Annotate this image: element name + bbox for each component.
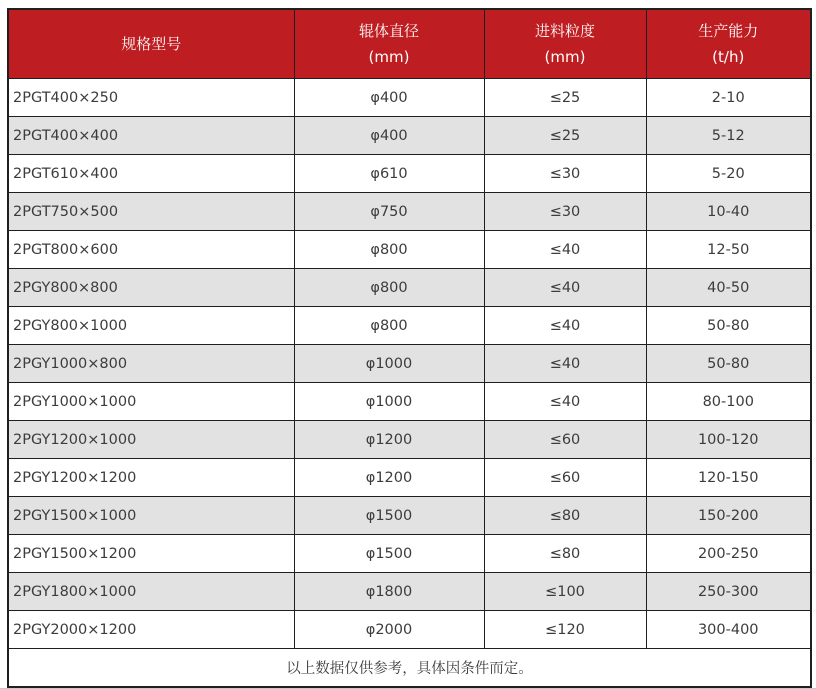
footnote-text: 以上数据仅供参考，具体因条件而定。	[8, 649, 811, 688]
table-row	[8, 383, 811, 421]
value-cell: 200-250	[646, 535, 811, 573]
table-row	[8, 155, 811, 193]
model-cell: 2PGY2000×1200	[8, 611, 294, 649]
model-cell: 2PGY1200×1200	[8, 459, 294, 497]
model-cell: 2PGY800×1000	[8, 307, 294, 345]
value-cell: ≤25	[484, 79, 646, 117]
value-cell: 2-10	[646, 79, 811, 117]
table-row	[8, 345, 811, 383]
value-cell: 80-100	[646, 383, 811, 421]
header-cell-feed-size	[484, 9, 646, 79]
spec-table-body	[8, 79, 811, 649]
table-row	[8, 611, 811, 649]
table-row	[8, 79, 811, 117]
value-cell: 10-40	[646, 193, 811, 231]
value-cell: φ2000	[294, 611, 484, 649]
model-cell: 2PGT610×400	[8, 155, 294, 193]
value-cell: φ1800	[294, 573, 484, 611]
value-cell: 150-200	[646, 497, 811, 535]
value-cell: φ610	[294, 155, 484, 193]
value-cell: 120-150	[646, 459, 811, 497]
spec-table-footer	[8, 649, 811, 688]
table-row	[8, 573, 811, 611]
table-row	[8, 421, 811, 459]
value-cell: ≤100	[484, 573, 646, 611]
value-cell: 100-120	[646, 421, 811, 459]
value-cell: φ1500	[294, 497, 484, 535]
header-cell-roller-diameter	[294, 9, 484, 79]
header-unit: (mm)	[544, 48, 586, 66]
header-title: 规格型号	[121, 35, 182, 53]
value-cell: φ800	[294, 269, 484, 307]
model-cell: 2PGT750×500	[8, 193, 294, 231]
value-cell: φ400	[294, 79, 484, 117]
model-cell: 2PGY1800×1000	[8, 573, 294, 611]
header-row	[8, 9, 811, 79]
table-row	[8, 231, 811, 269]
header-title: 辊体直径	[358, 22, 419, 40]
table-row	[8, 269, 811, 307]
table-row	[8, 307, 811, 345]
value-cell: φ1500	[294, 535, 484, 573]
value-cell: ≤30	[484, 193, 646, 231]
spec-table-header	[8, 9, 811, 79]
header-title: 生产能力	[698, 22, 759, 40]
value-cell: φ1000	[294, 345, 484, 383]
value-cell: ≤30	[484, 155, 646, 193]
model-cell: 2PGY1000×1000	[8, 383, 294, 421]
value-cell: ≤40	[484, 269, 646, 307]
model-cell: 2PGT800×600	[8, 231, 294, 269]
footnote-row	[8, 649, 811, 688]
value-cell: 50-80	[646, 345, 811, 383]
table-row	[8, 459, 811, 497]
model-cell: 2PGY1200×1000	[8, 421, 294, 459]
spec-table	[7, 8, 812, 688]
header-title: 进料粒度	[534, 22, 595, 40]
value-cell: 40-50	[646, 269, 811, 307]
value-cell: 300-400	[646, 611, 811, 649]
header-cell-model	[8, 9, 294, 79]
value-cell: ≤40	[484, 345, 646, 383]
value-cell: φ800	[294, 307, 484, 345]
table-row	[8, 193, 811, 231]
value-cell: ≤25	[484, 117, 646, 155]
model-cell: 2PGY800×800	[8, 269, 294, 307]
value-cell: ≤40	[484, 307, 646, 345]
value-cell: 50-80	[646, 307, 811, 345]
value-cell: φ400	[294, 117, 484, 155]
value-cell: ≤40	[484, 231, 646, 269]
value-cell: ≤60	[484, 459, 646, 497]
value-cell: ≤60	[484, 421, 646, 459]
model-cell: 2PGY1000×800	[8, 345, 294, 383]
model-cell: 2PGY1500×1000	[8, 497, 294, 535]
table-row	[8, 535, 811, 573]
table-row	[8, 117, 811, 155]
table-row	[8, 497, 811, 535]
value-cell: ≤40	[484, 383, 646, 421]
value-cell: ≤80	[484, 535, 646, 573]
value-cell: φ800	[294, 231, 484, 269]
model-cell: 2PGT400×400	[8, 117, 294, 155]
header-unit: (t/h)	[712, 48, 745, 66]
value-cell: φ1200	[294, 459, 484, 497]
value-cell: ≤120	[484, 611, 646, 649]
value-cell: ≤80	[484, 497, 646, 535]
value-cell: φ1200	[294, 421, 484, 459]
model-cell: 2PGT400×250	[8, 79, 294, 117]
value-cell: 5-20	[646, 155, 811, 193]
header-cell-capacity	[646, 9, 811, 79]
value-cell: 250-300	[646, 573, 811, 611]
value-cell: φ750	[294, 193, 484, 231]
value-cell: 12-50	[646, 231, 811, 269]
model-cell: 2PGY1500×1200	[8, 535, 294, 573]
value-cell: 5-12	[646, 117, 811, 155]
header-unit: (mm)	[368, 48, 410, 66]
value-cell: φ1000	[294, 383, 484, 421]
